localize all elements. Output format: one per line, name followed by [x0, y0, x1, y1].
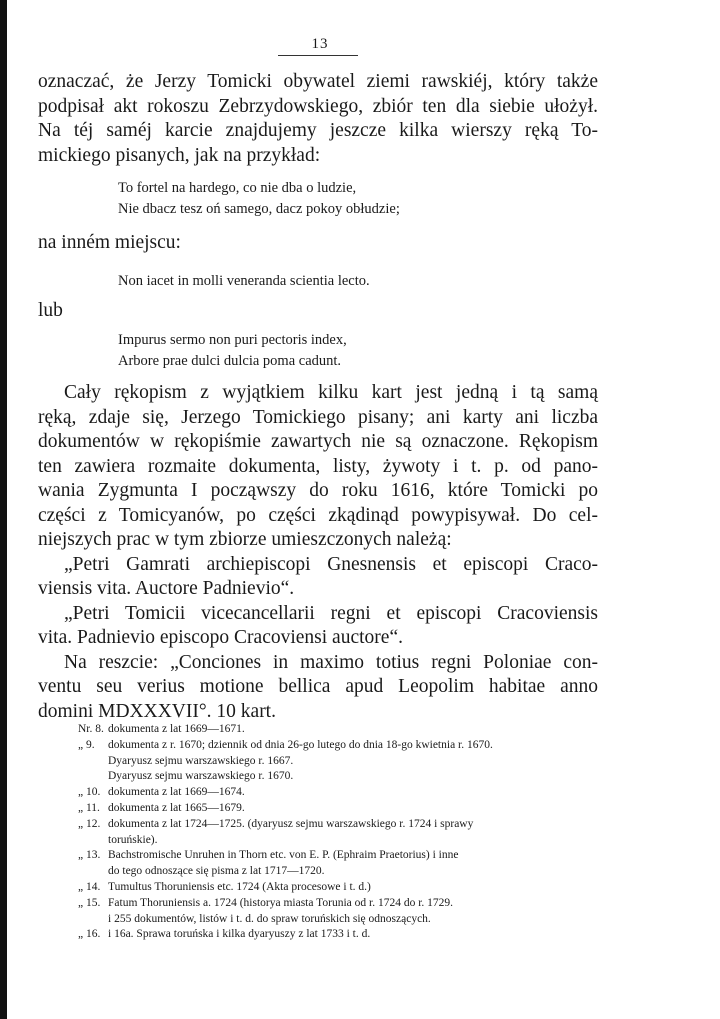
list-item	[78, 785, 590, 801]
list-marker: „ 16.	[78, 928, 101, 941]
list-text: dokumenta z r. 1670; dziennik od dnia 26-go lutego do dnia 18-go kwietnia r. 1670.	[108, 738, 493, 751]
paragraph-2	[38, 381, 598, 724]
list-text: dokumenta z lat 1724—1725. (dyaryusz sejmu warszawskiego r. 1724 i sprawy	[108, 817, 474, 830]
verse-line: Nie dbacz tesz oń samego, dacz pokoy obłudzie;	[118, 201, 400, 217]
list-text: i 16a. Sprawa toruńska i kilka dyaryuszy z lat 1733 i t. d.	[108, 928, 371, 941]
list-marker: „ 13.	[78, 849, 101, 862]
text-line: niejszych prac w tym zbiorze umieszczonych należą:	[38, 529, 452, 550]
text-line: mickiego pisanych, jak na przykład:	[38, 144, 321, 166]
text-line: wania Zygmunta I począwszy do roku 1616, które Tomicki po	[38, 480, 598, 501]
paragraph-1	[38, 70, 598, 168]
label-other-place: na inném miejscu:	[38, 232, 181, 253]
verse-line: Non iacet in molli veneranda scientia lecto.	[118, 273, 370, 289]
list-marker: „ 9.	[78, 738, 95, 751]
list-text: Tumultus Thoruniensis etc. 1724 (Akta procesowe i t. d.)	[108, 880, 371, 893]
list-marker: „ 12.	[78, 817, 101, 830]
list-text: Bachstromische Unruhen in Thorn etc. von E. P. (Ephraim Praetorius) i inne	[108, 849, 459, 862]
list-text: Dyaryusz sejmu warszawskiego r. 1667.	[108, 754, 294, 767]
text-line: vita. Padnievio episcopo Cracoviensi auctore“.	[38, 627, 403, 648]
text-line: „Petri Tomicii vicecancellarii regni et episcopi Cracoviensis	[64, 602, 598, 624]
page-number-rule	[278, 55, 358, 56]
verse-line: Arbore prae dulci dulcia poma cadunt.	[118, 353, 342, 369]
list-text: dokumenta z lat 1669—1671.	[108, 723, 245, 735]
text-line: ventu seu verius motione bellica apud Leopolim habitae anno	[38, 676, 598, 697]
list-item	[78, 801, 590, 817]
list-text: Dyaryusz sejmu warszawskiego r. 1670.	[108, 770, 294, 783]
list-text: toruńskie).	[108, 833, 158, 846]
verse-quote-1	[118, 178, 518, 220]
text-line: oznaczać, że Jerzy Tomicki obywatel ziemi rawskiéj, który także	[38, 71, 598, 92]
list-text: do tego odnoszące się pisma z lat 1717—1720.	[108, 865, 325, 878]
list-marker: „ 15.	[78, 896, 101, 909]
list-item	[78, 848, 590, 880]
list-item	[78, 896, 590, 928]
text-line: Na reszcie: „Conciones in maximo totius regni Poloniae con-	[64, 651, 598, 673]
list-item	[78, 738, 590, 785]
text-line: Cały rękopism z wyjątkiem kilku kart jest jedną i tą samą	[64, 382, 598, 403]
list-item	[78, 880, 590, 896]
verse-line: To fortel na hardego, co nie dba o ludzie,	[118, 180, 357, 196]
list-text: dokumenta z lat 1665—1679.	[108, 801, 245, 814]
verse-line: Impurus sermo non puri pectoris index,	[118, 332, 347, 348]
text-line: Na téj saméj karcie znajdujemy jeszcze kilka wierszy ręką To-	[38, 120, 598, 141]
list-text: dokumenta z lat 1669—1674.	[108, 786, 245, 799]
list-text: Fatum Thoruniensis a. 1724 (historya miasta Torunia od r. 1724 do r. 1729.	[108, 896, 454, 909]
text-line: części z Tomicyanów, po części zkądinąd powypisywał. Do cel-	[38, 504, 598, 526]
scan-edge-bar	[0, 0, 7, 1019]
list-marker: „ 10.	[78, 786, 101, 799]
text-line: dokumentów w rękopiśmie zawartych nie są oznaczone. Rękopism	[38, 431, 598, 452]
text-line: „Petri Gamrati archiepiscopi Gnesnensis et episcopi Craco-	[64, 553, 598, 575]
text-line: domini MDXXXVII°. 10 kart.	[38, 700, 276, 722]
list-marker: „ 11.	[78, 801, 100, 814]
text-line: ten zawiera rozmaite dokumenta, listy, żywoty i t. p. od pano-	[38, 455, 598, 477]
text-line: viensis vita. Auctore Padnievio“.	[38, 578, 295, 599]
verse-quote-2	[118, 271, 518, 292]
list-item	[78, 927, 590, 943]
label-or: lub	[38, 300, 63, 321]
list-text: i 255 dokumentów, listów i t. d. do spraw toruńskich się odnoszących.	[108, 912, 431, 925]
text-line: podpisał akt rokoszu Zebrzydowskiego, zbiór ten dla siebie ułożył.	[38, 95, 598, 117]
document-list	[78, 722, 590, 943]
page-number: 13	[311, 36, 329, 52]
list-marker: Nr. 8.	[78, 723, 104, 735]
list-item	[78, 722, 590, 738]
list-marker: „ 14.	[78, 880, 101, 893]
text-line: ręką, zdaje się, Jerzego Tomickiego pisany; ani karty ani liczba	[38, 406, 598, 428]
verse-quote-3	[118, 330, 518, 372]
list-item	[78, 817, 590, 849]
